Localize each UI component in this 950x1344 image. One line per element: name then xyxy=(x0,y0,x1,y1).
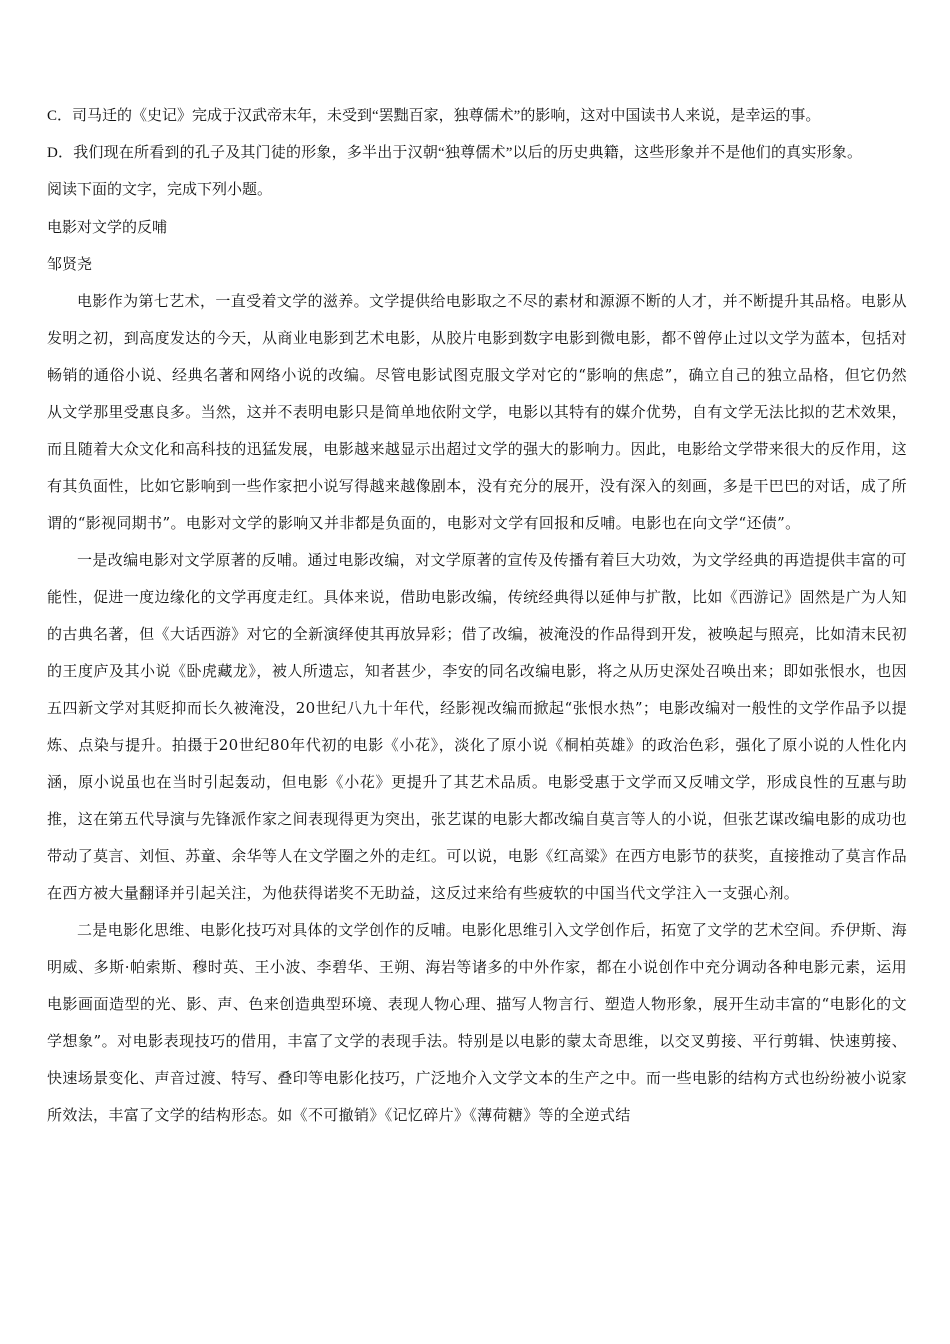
article-paragraph-1: 电影作为第七艺术，一直受着文学的滋养。文学提供给电影取之不尽的素材和源源不断的人才，并不断提升其品格。电影从发明之初，到高度发达的今天，从商业电影到艺术电影，从胶片电影到数字电影到微电影，都不曾停止过以文学为蓝本，包括对畅销的通俗小说、经典名著和网络小说的改编。尽管电影试图克服文学对它的“影响的焦虑”，确立自己的独立品格，但它仍然从文学那里受惠良多。当然，这并不表明电影只是简单地依附文学，电影以其特有的媒介优势，自有文学无法比拟的艺术效果，而且随着大众文化和高科技的迅猛发展，电影越来越显示出超过文学的强大的影响力。因此，电影给文学带来很大的反作用，这有其负面性，比如它影响到一些作家把小说写得越来越像剧本，没有充分的展开，没有深入的刻画，多是干巴巴的对话，成了所谓的“影视同期书”。电影对文学的影响又并非都是负面的，电影对文学有回报和反哺。电影也在向文学“还债”。 xyxy=(47,292,907,532)
document-page xyxy=(47,98,907,1134)
option-d: D．我们现在所看到的孔子及其门徒的形象，多半出于汉朝“独尊儒术”以后的历史典籍，这些形象并不是他们的真实形象。 xyxy=(47,145,863,161)
article-title: 电影对文学的反哺 xyxy=(47,218,168,236)
article-paragraph-2: 一是改编电影对文学原著的反哺。通过电影改编，对文学原著的宣传及传播有着巨大功效，为文学经典的再造提供丰富的可能性，促进一度边缘化的文学再度走红。具体来说，借助电影改编，传统经典得以延伸与扩散，比如《西游记》固然是广为人知的古典名著，但《大话西游》对它的全新演绎使其再放异彩；借了改编，被淹没的作品得到开发，被唤起与照亮，比如清末民初的王度庐及其小说《卧虎藏龙》，被人所遗忘，知者甚少，李安的同名改编电影，将之从历史深处召唤出来；即如张恨水，也因五四新文学对其贬抑而长久被淹没，20世纪八九十年代，经影视改编而掀起“张恨水热”；电影改编对一般性的文学作品予以提炼、点染与提升。拍摄于20世纪80年代初的电影《小花》，淡化了原小说《桐柏英雄》的政治色彩，强化了原小说的人性化内涵，原小说虽也在当时引起轰动，但电影《小花》更提升了其艺术品质。电影受惠于文学而又反哺文学，形成良性的互惠与助推，这在第五代导演与先锋派作家之间表现得更为突出，张艺谋的电影大都改编自莫言等人的小说，但张艺谋改编电影的成功也带动了莫言、刘恒、苏童、余华等人在文学圈之外的走红。可以说，电影《红高粱》在西方电影节的获奖，直接推动了莫言作品在西方被大量翻译并引起关注，为他获得诺奖不无助益，这反过来给有些疲软的中国当代文学注入一支强心剂。 xyxy=(47,551,907,902)
reading-instruction: 阅读下面的文字，完成下列小题。 xyxy=(47,182,273,198)
article-author: 邹贤尧 xyxy=(47,255,93,273)
article-paragraph-3: 二是电影化思维、电影化技巧对具体的文学创作的反哺。电影化思维引入文学创作后，拓宽了文学的艺术空间。乔伊斯、海明威、多斯·帕索斯、穆时英、王小波、李碧华、王朔、海岩等诸多的中外作家，都在小说创作中充分调动各种电影元素，运用电影画面造型的光、影、声、色来创造典型环境、表现人物心理、描写人物言行、塑造人物形象，展开生动丰富的“电影化的文学想象”。对电影表现技巧的借用，丰富了文学的表现手法。特别是以电影的蒙太奇思维，以交叉剪接、平行剪辑、快速剪接、快速场景变化、声音过渡、特写、叠印等电影化技巧，广泛地介入文学文本的生产之中。而一些电影的结构方式也纷纷被小说家所效法，丰富了文学的结构形态。如《不可撤销》《记忆碎片》《薄荷糖》等的全逆式结 xyxy=(47,921,907,1124)
option-c: C．司马迁的《史记》完成于汉武帝末年，未受到“罢黜百家，独尊儒术”的影响，这对中国读书人来说，是幸运的事。 xyxy=(47,108,821,124)
